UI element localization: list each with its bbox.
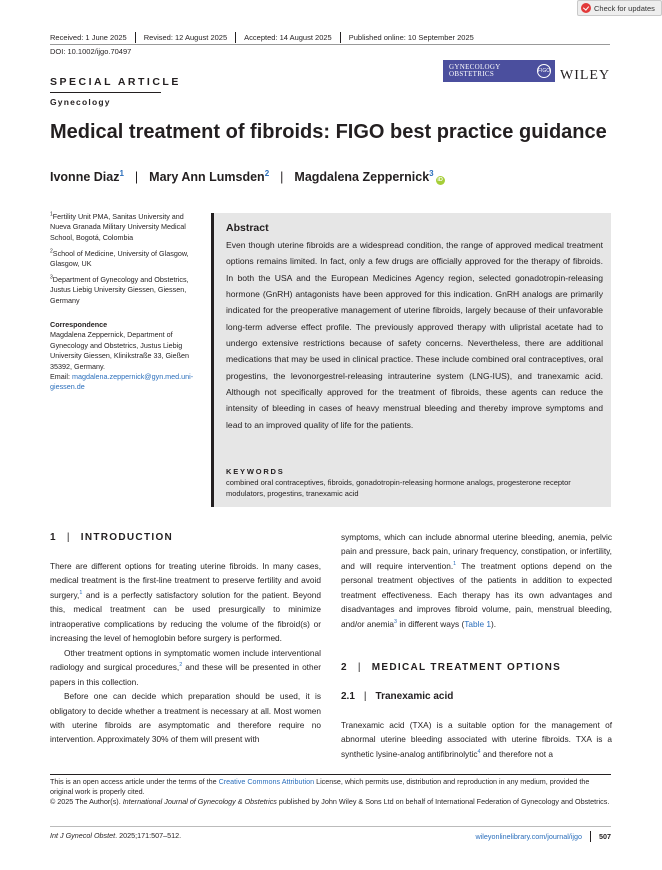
- affiliation: $^2$School of Medicine, University of Glasgow, Glasgow, UK: [50, 248, 189, 269]
- section-heading-medical-treatment: 2 | MEDICAL TREATMENT OPTIONS: [341, 662, 562, 673]
- paragraph: There are different options for treating uterine fibroids. In many cases, medical treatment is the first-line treatment to preserve fertility and avoid surgery,$^1$ and is a perfectly satisfactory solution for the patient. Beyond this, medical treatment can be used presurgically to minimize intraoperative complications by reducing the volume of the fibroid(s) or increasing the level of hemoglobin before surgery is performed.: [50, 561, 321, 644]
- correspondence: [50, 320, 200, 393]
- page-number-separator: [590, 831, 591, 842]
- footer-right: [475, 831, 611, 842]
- keywords-text: combined oral contraceptives, fibroids, gonadotropin-releasing hormone analogs, progesterone receptor modulators, progestins, tranexamic acid: [226, 478, 571, 498]
- author-separator: |: [280, 170, 284, 184]
- paragraph: Tranexamic acid (TXA) is a suitable option for the management of abnormal uterine bleeding associated with uterine fibroids. TXA is a synthetic lysine-analog antifibrinolytic$^4$ and therefore not a: [341, 720, 612, 759]
- page-number: 507: [599, 832, 611, 841]
- correspondence-email-row: Email: magdalena.zeppernick@gyn.med.uni-giessen.de: [50, 372, 194, 392]
- journal-logo-line2: OBSTETRICS: [449, 70, 495, 78]
- doi: DOI: 10.1002/ijgo.70497: [50, 47, 132, 56]
- date-revised: Revised: 12 August 2025: [135, 32, 235, 43]
- left-column-text: [50, 559, 321, 747]
- check-for-updates-button[interactable]: [577, 0, 662, 16]
- correspondence-address: Magdalena Zeppernick, Department of Gynecology and Obstetrics, Justus Liebig University Giessen, Klinikstraße 33, Gießen 35392, Germany.: [50, 330, 190, 371]
- abstract-accent-bar: [211, 213, 214, 507]
- copyright-line: © 2025 The Author(s). International Journal of Gynecology & Obstetrics published by John Wiley & Sons Ltd on behalf of International Federation of Gynecology and Obstetrics.: [50, 797, 610, 807]
- citation-ref[interactable]: 1: [79, 590, 83, 597]
- author-list: [50, 170, 445, 185]
- footer-divider: [50, 826, 611, 827]
- date-accepted: Accepted: 14 August 2025: [235, 32, 340, 43]
- license-line: This is an open access article under the terms of the Creative Commons Attribution License, which permits use, distribution and reproduction in any medium, provided the original work is properly cited.: [50, 777, 590, 797]
- correspondence-label: Correspondence: [50, 320, 108, 329]
- date-published: Published online: 10 September 2025: [340, 32, 482, 43]
- citation-ref[interactable]: 3: [394, 618, 398, 625]
- journal-logo-text: [449, 64, 501, 78]
- footnote-divider: [50, 774, 611, 775]
- orcid-icon[interactable]: iD: [437, 177, 443, 183]
- right-column-text: [341, 530, 612, 631]
- paragraph: Before one can decide which preparation should be used, it is obligatory to decide whether a treatment is necessary at all. Most women with uterine fibroids are asymptomatic and therefore require no intervention. Approximately 30% of them will present with: [50, 691, 321, 745]
- citation-ref[interactable]: 2: [179, 662, 183, 669]
- creative-commons-link[interactable]: Creative Commons Attribution: [218, 777, 315, 786]
- paragraph: symptoms, which can include abnormal uterine bleeding, anemia, pelvic pain and pressure, back pain, urinary frequency, constipation, or infertility, and will require intervention.$^1$ The treatment options depend on the personal treatment objectives of the patients in addition to expected treatment effectiveness. Each therapy has its own advantages and disadvantages and improves fibroid volume, pain, menstrual bleeding, and/or anemia$^3$ in different ways (Table 1).: [341, 532, 612, 629]
- check-updates-label: Check for updates: [594, 3, 655, 13]
- citation-ref[interactable]: 1: [453, 561, 457, 568]
- header-divider: [50, 44, 610, 45]
- check-updates-icon: [581, 3, 591, 13]
- paragraph: Other treatment options in symptomatic women include interventional radiology and surgical procedures,$^2$ and these will be presented in other papers in this collection.: [50, 647, 321, 687]
- subsection-heading-tranexamic-acid: 2.1 | Tranexamic acid: [341, 691, 454, 702]
- author-name[interactable]: Ivonne Diaz$^1$: [50, 168, 124, 184]
- footer-citation: Int J Gynecol Obstet. 2025;171:507–512.: [50, 831, 182, 840]
- section-heading-introduction: 1 | INTRODUCTION: [50, 532, 174, 543]
- author-affiliation-ref[interactable]: 3: [429, 168, 434, 178]
- license-footnote: [50, 777, 611, 808]
- abstract-text: Even though uterine fibroids are a widespread condition, the range of approved medical treatment options remains limited. In fact, only a few drugs are officially approved for the therapy of fibroids. In both the USA and the European Medicines Agency region, selected gonadotropin-releasing hormone (GnRH) antagonists have been approved for this indication. GnRH analogs are primarily indicated for the preoperative management of uterine fibroids, largely because of their unfavorable long-term adverse effect profile. The previously approved therapy with ulipristal acetate had to undergo extensive restrictions because of safety concerns. Nevertheless, there are additional medications that may be used in clinical practice. These include combined oral contraceptives, oral progestins, the levonorgestrel-releasing intrauterine system (LNG-IUS), and tranexamic acid. Although not specifically approved for the treatment of fibroids, these agents can reduce the intensity of bleeding in cases of heavy menstrual bleeding and thereby improve symptoms and lead to an improved quality of life for the patients.: [226, 240, 603, 430]
- right-column-text-lower: [341, 718, 612, 761]
- article-type: SPECIAL ARTICLE: [50, 76, 181, 88]
- author-affiliation-ref[interactable]: 1: [119, 168, 124, 178]
- author-name[interactable]: Magdalena Zeppernick$^3$: [294, 168, 434, 184]
- affiliation: $^3$Department of Gynecology and Obstetrics, Justus Liebig University Giessen, Giessen, Germany: [50, 274, 189, 305]
- author-separator: |: [134, 170, 139, 184]
- author-name[interactable]: Mary Ann Lumsden$^2$: [149, 168, 270, 184]
- article-dates: [50, 32, 482, 43]
- affiliation: $^1$Fertility Unit PMA, Sanitas University and Nueva Granada Military University Medical School, Bogotá, Colombia: [50, 211, 186, 242]
- publisher-logo[interactable]: WILEY: [560, 68, 611, 83]
- journal-logo-line1: GYNECOLOGY: [449, 63, 501, 71]
- table-link[interactable]: Table 1: [464, 618, 491, 629]
- figo-emblem-icon: FIGO: [537, 64, 551, 78]
- citation-ref[interactable]: 4: [477, 749, 481, 756]
- keywords-heading: KEYWORDS: [226, 467, 285, 476]
- journal-url-link[interactable]: wileyonlinelibrary.com/journal/ijgo: [475, 832, 582, 841]
- journal-logo[interactable]: [443, 60, 555, 82]
- abstract-heading: Abstract: [226, 222, 269, 234]
- date-received: Received: 1 June 2025: [50, 33, 127, 42]
- article-type-rule: [50, 92, 161, 93]
- article-category: Gynecology: [50, 97, 111, 107]
- author-affiliation-ref[interactable]: 2: [264, 168, 270, 178]
- correspondence-email-link[interactable]: magdalena.zeppernick@gyn.med.uni-giessen.de: [50, 372, 194, 392]
- article-title: Medical treatment of fibroids: FIGO best practice guidance: [50, 121, 607, 143]
